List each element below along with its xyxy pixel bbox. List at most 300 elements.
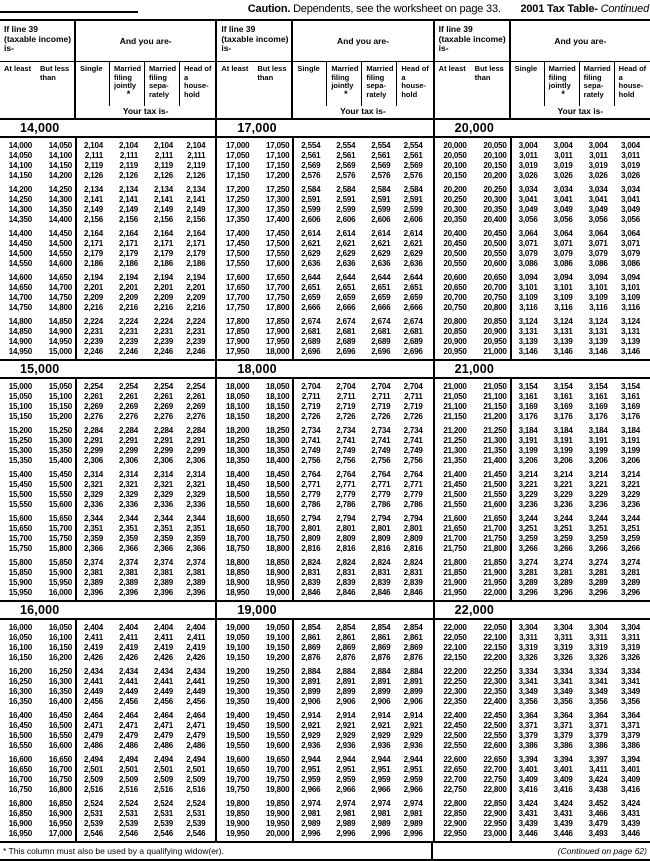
at-least-cell: 19,050 bbox=[226, 633, 250, 642]
single-tax-cell: 2,216 bbox=[83, 303, 103, 312]
mfs-tax-cell: 2,449 bbox=[153, 687, 173, 696]
hoh-tax-cell: 3,206 bbox=[620, 456, 640, 465]
single-tax-cell: 2,846 bbox=[301, 588, 321, 597]
hoh-tax-cell: 2,194 bbox=[186, 273, 206, 282]
single-tax-cell: 3,371 bbox=[518, 721, 538, 730]
mfj-tax-cell: 3,004 bbox=[553, 141, 573, 150]
hoh-tax-cell: 2,306 bbox=[186, 456, 206, 465]
at-least-cell: 15,050 bbox=[8, 392, 32, 401]
hoh-tax-cell: 2,126 bbox=[186, 171, 206, 180]
mfj-tax-cell: 2,764 bbox=[336, 470, 356, 479]
single-tax-cell: 2,674 bbox=[301, 317, 321, 326]
mfj-tax-cell: 3,011 bbox=[554, 151, 573, 160]
single-tax-cell: 3,229 bbox=[518, 490, 538, 499]
table-row bbox=[0, 259, 215, 269]
at-least-cell: 20,200 bbox=[443, 185, 467, 194]
mfj-tax-cell: 2,591 bbox=[336, 195, 356, 204]
mfj-tax-cell: 2,291 bbox=[118, 436, 138, 445]
but-less-cell: 18,700 bbox=[266, 524, 290, 533]
but-less-cell: 15,050 bbox=[48, 382, 72, 391]
single-tax-cell: 2,696 bbox=[301, 347, 321, 356]
but-less-cell: 21,600 bbox=[483, 500, 507, 509]
table-row bbox=[0, 303, 215, 313]
at-least-cell: 15,500 bbox=[8, 490, 32, 499]
table-row bbox=[435, 667, 650, 677]
mfj-tax-cell: 2,584 bbox=[336, 185, 356, 194]
at-least-cell: 21,200 bbox=[443, 426, 467, 435]
at-least-cell: 15,750 bbox=[8, 544, 32, 553]
single-tax-cell: 3,146 bbox=[518, 347, 538, 356]
mfj-tax-cell: 2,171 bbox=[118, 239, 138, 248]
single-tax-cell: 2,254 bbox=[83, 382, 103, 391]
single-tax-cell: 2,149 bbox=[83, 205, 103, 214]
hoh-tax-cell: 3,326 bbox=[620, 653, 640, 662]
row-block bbox=[435, 558, 650, 598]
at-least-cell: 15,850 bbox=[8, 568, 32, 577]
at-least-cell: 20,650 bbox=[443, 283, 467, 292]
at-least-cell: 15,200 bbox=[8, 426, 32, 435]
hoh-tax-cell: 3,199 bbox=[620, 446, 640, 455]
at-least-cell: 22,950 bbox=[443, 829, 467, 838]
at-least-cell: 22,550 bbox=[443, 741, 467, 750]
mfs-tax-cell: 2,216 bbox=[153, 303, 173, 312]
at-least-cell: 19,600 bbox=[226, 755, 250, 764]
single-tax-cell: 2,869 bbox=[301, 643, 321, 652]
table-row bbox=[0, 171, 215, 181]
mfs-tax-cell: 2,171 bbox=[153, 239, 173, 248]
but-less-cell: 22,750 bbox=[483, 775, 507, 784]
but-less-cell: 15,650 bbox=[48, 514, 72, 523]
hoh-tax-cell: 3,341 bbox=[620, 677, 640, 686]
hoh-tax-cell: 3,011 bbox=[621, 151, 640, 160]
table-row bbox=[435, 382, 650, 392]
single-tax-cell: 3,101 bbox=[518, 283, 538, 292]
hoh-tax-cell: 2,141 bbox=[186, 195, 206, 204]
mfs-tax-cell: 2,764 bbox=[371, 470, 391, 479]
section-rows bbox=[0, 138, 215, 359]
at-least-cell: 22,400 bbox=[443, 711, 467, 720]
but-less-cell: 15,100 bbox=[48, 392, 72, 401]
hoh-tax-cell: 2,494 bbox=[186, 755, 206, 764]
single-tax-cell: 3,409 bbox=[518, 775, 538, 784]
single-tax-cell: 3,116 bbox=[519, 303, 538, 312]
mfs-tax-cell: 3,266 bbox=[588, 544, 608, 553]
single-tax-cell: 2,996 bbox=[301, 829, 321, 838]
row-block bbox=[217, 755, 432, 795]
at-least-cell: 22,150 bbox=[443, 653, 467, 662]
table-row bbox=[435, 643, 650, 653]
table-row bbox=[435, 799, 650, 809]
mfs-tax-cell: 2,719 bbox=[371, 402, 391, 411]
mfs-tax-cell: 3,131 bbox=[588, 327, 608, 336]
table-row bbox=[217, 785, 432, 795]
single-tax-cell: 2,726 bbox=[301, 412, 321, 421]
single-tax-cell: 3,356 bbox=[518, 697, 538, 706]
row-block bbox=[0, 623, 215, 663]
single-tax-cell: 2,299 bbox=[83, 446, 103, 455]
single-tax-cell: 3,251 bbox=[518, 524, 538, 533]
single-tax-cell: 2,344 bbox=[83, 514, 103, 523]
mfj-tax-cell: 3,334 bbox=[553, 667, 573, 676]
single-tax-cell: 2,224 bbox=[83, 317, 103, 326]
but-less-cell: 16,700 bbox=[48, 765, 72, 774]
hoh-tax-cell: 3,079 bbox=[620, 249, 640, 258]
hoh-tax-cell: 3,056 bbox=[620, 215, 640, 224]
at-least-cell: 20,500 bbox=[443, 249, 467, 258]
single-tax-cell: 2,486 bbox=[83, 741, 103, 750]
single-tax-cell: 2,974 bbox=[301, 799, 321, 808]
but-less-cell: 22,400 bbox=[483, 697, 507, 706]
hoh-tax-cell: 3,386 bbox=[620, 741, 640, 750]
but-less-cell: 19,300 bbox=[266, 677, 290, 686]
caution-text: Dependents, see the worksheet on page 33. bbox=[293, 3, 501, 15]
mfs-tax-cell: 2,846 bbox=[371, 588, 391, 597]
hoh-tax-cell: 2,569 bbox=[403, 161, 423, 170]
single-tax-cell: 2,261 bbox=[83, 392, 103, 401]
mfj-tax-cell: 2,921 bbox=[336, 721, 356, 730]
section-title: 20,000 bbox=[435, 118, 650, 138]
mfs-tax-cell: 2,869 bbox=[371, 643, 391, 652]
hoh-tax-cell: 2,831 bbox=[403, 568, 423, 577]
single-tax-cell: 3,109 bbox=[518, 293, 538, 302]
at-least-cell: 21,500 bbox=[443, 490, 467, 499]
mfj-tax-cell: 2,816 bbox=[336, 544, 356, 553]
but-less-cell: 15,600 bbox=[48, 500, 72, 509]
mfj-tax-cell: 2,809 bbox=[336, 534, 356, 543]
but-less-cell: 17,250 bbox=[266, 185, 290, 194]
at-least-cell: 14,100 bbox=[8, 161, 32, 170]
mfj-tax-cell: 3,416 bbox=[553, 785, 573, 794]
mfj-tax-cell: 3,326 bbox=[553, 653, 573, 662]
hoh-tax-cell: 3,379 bbox=[620, 731, 640, 740]
at-least-cell: 16,800 bbox=[8, 799, 32, 808]
but-less-cell: 22,450 bbox=[483, 711, 507, 720]
single-tax-cell: 2,336 bbox=[83, 500, 103, 509]
single-tax-cell: 2,321 bbox=[83, 480, 103, 489]
but-less-cell: 17,800 bbox=[266, 303, 290, 312]
single-tax-cell: 2,794 bbox=[301, 514, 321, 523]
single-tax-cell: 2,599 bbox=[301, 205, 321, 214]
mfs-tax-cell: 3,386 bbox=[588, 741, 608, 750]
but-less-cell: 16,050 bbox=[48, 623, 72, 632]
mfj-tax-cell: 3,251 bbox=[553, 524, 573, 533]
mfs-tax-cell: 3,304 bbox=[588, 623, 608, 632]
at-least-cell: 19,100 bbox=[226, 643, 250, 652]
single-tax-cell: 3,439 bbox=[518, 819, 538, 828]
single-tax-cell: 2,569 bbox=[301, 161, 321, 170]
mfs-tax-cell: 2,486 bbox=[153, 741, 173, 750]
mfj-tax-cell: 2,779 bbox=[336, 490, 356, 499]
your-tax-is-row bbox=[217, 106, 432, 118]
mfj-tax-cell: 2,246 bbox=[118, 347, 138, 356]
mfj-tax-cell: 3,071 bbox=[553, 239, 573, 248]
single-tax-cell: 2,704 bbox=[301, 382, 321, 391]
single-tax-cell: 2,171 bbox=[83, 239, 103, 248]
your-tax-is-label: Your tax is- bbox=[557, 106, 604, 116]
mfj-tax-cell: 2,944 bbox=[336, 755, 356, 764]
at-least-cell: 17,300 bbox=[226, 205, 250, 214]
but-less-cell: 14,950 bbox=[48, 337, 72, 346]
single-tax-cell: 2,591 bbox=[301, 195, 321, 204]
but-less-cell: 15,700 bbox=[48, 524, 72, 533]
table-row bbox=[0, 229, 215, 239]
at-least-cell: 22,700 bbox=[443, 775, 467, 784]
single-tax-cell: 2,944 bbox=[301, 755, 321, 764]
single-tax-cell: 2,906 bbox=[301, 697, 321, 706]
hoh-tax-cell: 3,371 bbox=[620, 721, 640, 730]
at-least-cell: 19,800 bbox=[226, 799, 250, 808]
mfj-tax-cell: 2,861 bbox=[336, 633, 356, 642]
but-less-cell: 21,550 bbox=[483, 490, 507, 499]
single-tax-cell: 2,936 bbox=[301, 741, 321, 750]
at-least-cell: 15,000 bbox=[8, 382, 32, 391]
mfj-tax-cell: 3,431 bbox=[553, 809, 573, 818]
mfj-tax-cell: 2,801 bbox=[336, 524, 356, 533]
table-row bbox=[217, 711, 432, 721]
table-row bbox=[0, 490, 215, 500]
mfs-tax-cell: 2,666 bbox=[371, 303, 391, 312]
single-tax-cell: 3,184 bbox=[518, 426, 538, 435]
mfj-tax-cell: 3,206 bbox=[553, 456, 573, 465]
mfs-tax-cell: 2,396 bbox=[153, 588, 173, 597]
table-row bbox=[435, 317, 650, 327]
mfs-tax-cell: 3,424 bbox=[588, 775, 608, 784]
hoh-tax-cell: 2,944 bbox=[403, 755, 423, 764]
table-row bbox=[0, 402, 215, 412]
table-row bbox=[0, 588, 215, 598]
single-tax-cell: 2,621 bbox=[301, 239, 321, 248]
mfs-tax-cell: 2,374 bbox=[153, 558, 173, 567]
table-row bbox=[435, 480, 650, 490]
single-tax-cell: 2,404 bbox=[83, 623, 103, 632]
table-row bbox=[0, 215, 215, 225]
mfj-tax-cell: 2,689 bbox=[336, 337, 356, 346]
col-header-at-least: At least bbox=[4, 64, 32, 73]
single-tax-cell: 3,176 bbox=[518, 412, 538, 421]
row-block bbox=[0, 667, 215, 707]
single-tax-cell: 2,126 bbox=[83, 171, 103, 180]
caption-rule bbox=[0, 11, 138, 13]
single-tax-cell: 3,049 bbox=[518, 205, 538, 214]
hoh-tax-cell: 2,419 bbox=[186, 643, 206, 652]
hoh-tax-cell: 3,019 bbox=[620, 161, 640, 170]
at-least-cell: 15,400 bbox=[8, 470, 32, 479]
table-row bbox=[0, 785, 215, 795]
single-tax-cell: 2,456 bbox=[83, 697, 103, 706]
mfj-tax-cell: 2,734 bbox=[336, 426, 356, 435]
at-least-cell: 21,700 bbox=[443, 534, 467, 543]
table-row bbox=[217, 643, 432, 653]
mfs-tax-cell: 2,779 bbox=[371, 490, 391, 499]
col-header-at-least: At least bbox=[221, 64, 249, 73]
hoh-tax-cell: 3,236 bbox=[620, 500, 640, 509]
but-less-cell: 15,450 bbox=[48, 470, 72, 479]
hoh-tax-cell: 3,191 bbox=[620, 436, 640, 445]
hoh-tax-cell: 2,104 bbox=[186, 141, 206, 150]
at-least-cell: 21,000 bbox=[443, 382, 467, 391]
mfs-tax-cell: 3,049 bbox=[588, 205, 608, 214]
single-tax-cell: 2,734 bbox=[301, 426, 321, 435]
but-less-cell: 19,250 bbox=[266, 667, 290, 676]
table-row bbox=[217, 317, 432, 327]
mfs-tax-cell: 3,199 bbox=[588, 446, 608, 455]
but-less-cell: 20,350 bbox=[483, 205, 507, 214]
but-less-cell: 17,700 bbox=[266, 283, 290, 292]
but-less-cell: 16,950 bbox=[48, 819, 72, 828]
at-least-cell: 15,950 bbox=[8, 588, 32, 597]
mfs-tax-cell: 2,884 bbox=[371, 667, 391, 676]
table-row bbox=[217, 687, 432, 697]
table-row bbox=[217, 480, 432, 490]
hoh-tax-cell: 3,116 bbox=[621, 303, 640, 312]
but-less-cell: 15,350 bbox=[48, 446, 72, 455]
mfs-tax-cell: 2,959 bbox=[371, 775, 391, 784]
mfs-tax-cell: 2,224 bbox=[153, 317, 173, 326]
hoh-tax-cell: 2,666 bbox=[403, 303, 423, 312]
mfs-tax-cell: 2,509 bbox=[153, 775, 173, 784]
your-tax-is-row bbox=[435, 106, 650, 118]
table-row bbox=[0, 643, 215, 653]
hoh-tax-cell: 2,441 bbox=[186, 677, 206, 686]
at-least-cell: 19,900 bbox=[226, 819, 250, 828]
but-less-cell: 22,550 bbox=[483, 731, 507, 740]
table-footer bbox=[0, 841, 650, 861]
mfs-tax-cell: 2,801 bbox=[371, 524, 391, 533]
col-header-married-separately: Married filing sepa- rately bbox=[145, 62, 180, 106]
your-tax-is-label: Your tax is- bbox=[340, 106, 386, 116]
at-least-cell: 14,900 bbox=[8, 337, 32, 346]
at-least-cell: 14,500 bbox=[8, 249, 32, 258]
footnote-asterisk: * bbox=[126, 88, 131, 99]
mfj-tax-cell: 2,179 bbox=[118, 249, 138, 258]
mfs-tax-cell: 2,921 bbox=[371, 721, 391, 730]
hoh-tax-cell: 3,334 bbox=[620, 667, 640, 676]
row-block bbox=[435, 623, 650, 663]
single-tax-cell: 3,064 bbox=[518, 229, 538, 238]
mfj-tax-cell: 2,501 bbox=[118, 765, 138, 774]
table-row bbox=[217, 568, 432, 578]
mfj-tax-cell: 3,266 bbox=[553, 544, 573, 553]
mfj-tax-cell: 3,191 bbox=[553, 436, 573, 445]
row-block bbox=[0, 317, 215, 357]
single-tax-cell: 2,711 bbox=[301, 392, 321, 401]
at-least-cell: 16,550 bbox=[8, 741, 32, 750]
hoh-tax-cell: 2,179 bbox=[186, 249, 206, 258]
single-tax-cell: 3,274 bbox=[518, 558, 538, 567]
row-block bbox=[0, 470, 215, 510]
mfj-tax-cell: 2,794 bbox=[336, 514, 356, 523]
hoh-tax-cell: 3,221 bbox=[620, 480, 640, 489]
but-less-cell: 18,850 bbox=[266, 558, 290, 567]
table-row bbox=[435, 697, 650, 707]
table-row bbox=[0, 151, 215, 161]
single-tax-cell: 2,854 bbox=[301, 623, 321, 632]
table-row bbox=[0, 524, 215, 534]
table-row bbox=[435, 239, 650, 249]
but-less-cell: 17,350 bbox=[266, 205, 290, 214]
at-least-cell: 16,450 bbox=[8, 721, 32, 730]
at-least-cell: 14,550 bbox=[8, 259, 32, 268]
single-tax-cell: 2,981 bbox=[301, 809, 321, 818]
mfj-tax-cell: 3,094 bbox=[553, 273, 573, 282]
hoh-tax-cell: 3,229 bbox=[620, 490, 640, 499]
at-least-cell: 16,950 bbox=[8, 829, 32, 838]
single-tax-cell: 3,416 bbox=[518, 785, 538, 794]
but-less-cell: 17,450 bbox=[266, 229, 290, 238]
table-row bbox=[435, 534, 650, 544]
mfj-tax-cell: 2,966 bbox=[336, 785, 356, 794]
mfj-tax-cell: 2,329 bbox=[118, 490, 138, 499]
married-jointly-label: Married filing jointly bbox=[114, 64, 142, 90]
mfj-tax-cell: 2,201 bbox=[118, 283, 138, 292]
hoh-tax-cell: 2,149 bbox=[186, 205, 206, 214]
mfj-tax-cell: 3,424 bbox=[553, 799, 573, 808]
table-row bbox=[217, 697, 432, 707]
table-row bbox=[435, 347, 650, 357]
table-row bbox=[0, 195, 215, 205]
hoh-tax-cell: 3,169 bbox=[620, 402, 640, 411]
mfj-tax-cell: 2,216 bbox=[118, 303, 138, 312]
mfj-tax-cell: 2,194 bbox=[118, 273, 138, 282]
at-least-cell: 18,700 bbox=[226, 534, 250, 543]
table-row bbox=[435, 426, 650, 436]
hoh-tax-cell: 2,876 bbox=[403, 653, 423, 662]
your-tax-is-label: Your tax is- bbox=[122, 106, 169, 116]
table-row bbox=[435, 195, 650, 205]
table-row bbox=[0, 741, 215, 751]
hoh-tax-cell: 2,449 bbox=[186, 687, 206, 696]
but-less-cell: 14,300 bbox=[48, 195, 72, 204]
at-least-cell: 17,450 bbox=[226, 239, 250, 248]
single-tax-cell: 2,479 bbox=[83, 731, 103, 740]
continued-label: Continued bbox=[600, 3, 649, 15]
single-tax-cell: 3,019 bbox=[518, 161, 538, 170]
but-less-cell: 21,750 bbox=[483, 534, 507, 543]
at-least-cell: 16,350 bbox=[8, 697, 32, 706]
hoh-tax-cell: 2,276 bbox=[186, 412, 206, 421]
hoh-tax-cell: 2,816 bbox=[403, 544, 423, 553]
caution-label: Caution. bbox=[247, 3, 291, 15]
row-block bbox=[217, 799, 432, 839]
at-least-cell: 20,150 bbox=[443, 171, 467, 180]
mfs-tax-cell: 2,966 bbox=[371, 785, 391, 794]
hoh-tax-cell: 2,659 bbox=[403, 293, 423, 302]
single-tax-cell: 3,169 bbox=[518, 402, 538, 411]
mfs-tax-cell: 2,786 bbox=[371, 500, 391, 509]
mfj-tax-cell: 2,516 bbox=[118, 785, 138, 794]
mfs-tax-cell: 2,134 bbox=[153, 185, 173, 194]
mfj-tax-cell: 2,141 bbox=[118, 195, 138, 204]
mfj-tax-cell: 3,289 bbox=[553, 578, 573, 587]
mfs-tax-cell: 2,726 bbox=[371, 412, 391, 421]
table-row bbox=[217, 721, 432, 731]
hoh-tax-cell: 2,899 bbox=[403, 687, 423, 696]
mfj-tax-cell: 2,554 bbox=[336, 141, 356, 150]
hoh-tax-cell: 2,486 bbox=[186, 741, 206, 750]
section-title: 15,000 bbox=[0, 359, 215, 379]
hoh-tax-cell: 2,756 bbox=[403, 456, 423, 465]
mfj-tax-cell: 2,876 bbox=[336, 653, 356, 662]
hoh-tax-cell: 2,981 bbox=[403, 809, 423, 818]
at-least-cell: 18,100 bbox=[226, 402, 250, 411]
mfj-tax-cell: 2,531 bbox=[118, 809, 138, 818]
table-row bbox=[217, 558, 432, 568]
at-least-cell: 18,000 bbox=[226, 382, 250, 391]
mfs-tax-cell: 2,794 bbox=[371, 514, 391, 523]
hoh-tax-cell: 2,921 bbox=[403, 721, 423, 730]
mfs-tax-cell: 2,674 bbox=[371, 317, 391, 326]
mfs-tax-cell: 3,411 bbox=[589, 765, 608, 774]
